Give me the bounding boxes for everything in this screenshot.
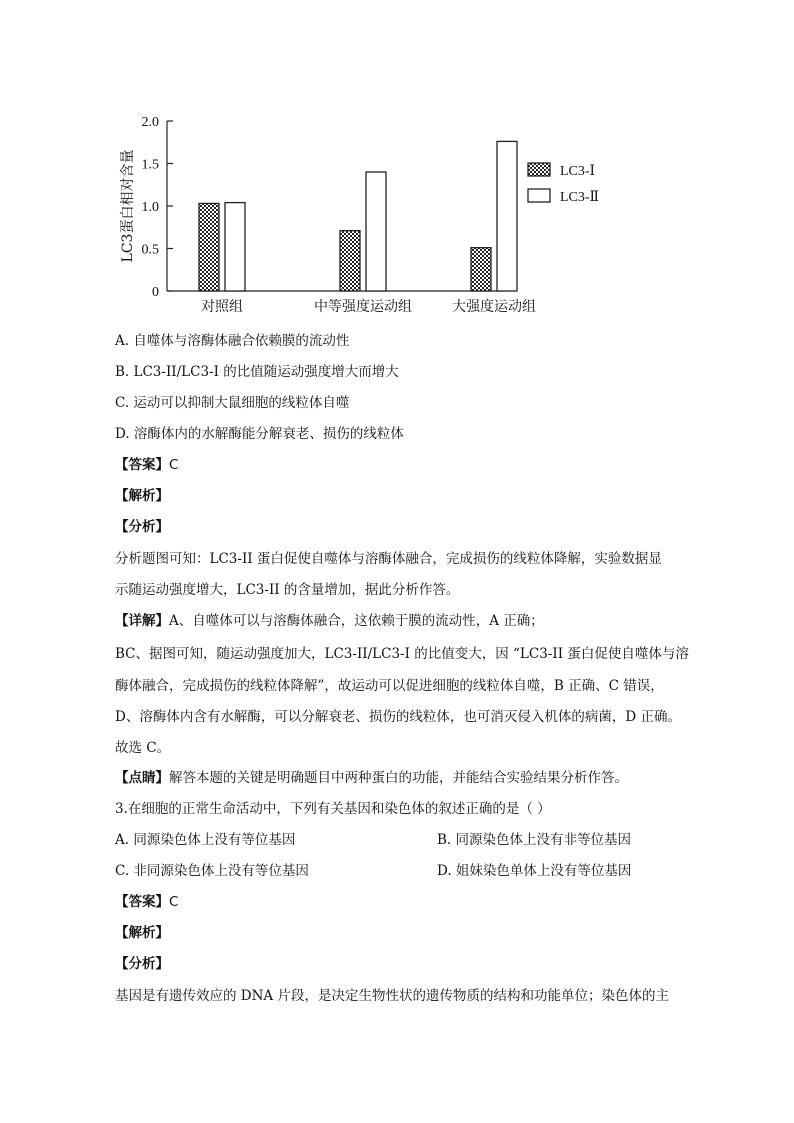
q3-answer: C [169, 894, 179, 910]
x-category-label: 大强度运动组 [452, 299, 536, 315]
y-tick-label: 2.0 [141, 115, 159, 130]
y-tick-label: 0 [152, 285, 159, 300]
q3-fenxi-line1: 基因是有遗传效应的 DNA 片段，是决定生物性状的遗传物质的结构和功能单位；染色体的主 [115, 988, 669, 1004]
q3-answer-line [115, 892, 178, 912]
legend-swatch-2 [528, 189, 550, 202]
q2-answer-tag: 【答案】 [115, 457, 169, 473]
q2-fenxi-tag: 【分析】 [115, 519, 169, 535]
q2-dianjing-row [115, 768, 628, 788]
bar-1-1 [199, 203, 219, 291]
y-tick-label: 1.0 [141, 200, 159, 215]
q3-analysis-tag: 【解析】 [115, 925, 169, 941]
q2-dianjing-tag: 【点睛】 [115, 770, 169, 786]
q2-fenxi-line2: 示随运动强度增大，LC3-II 的含量增加，据此分析作答。 [115, 582, 460, 598]
q2-option-d: D. 溶酶体内的水解酶能分解衰老、损伤的线粒体 [115, 426, 404, 442]
bar-chart [110, 95, 630, 320]
bar-1-3 [471, 248, 491, 291]
q2-option-c: C. 运动可以抑制大鼠细胞的线粒体自噬 [115, 395, 350, 411]
q3-fenxi-tag: 【分析】 [115, 956, 169, 972]
q2-xiangjie-line5: 故选 C。 [115, 740, 171, 756]
q2-answer-line [115, 455, 178, 475]
legend-label-2: LC3-Ⅱ [560, 190, 600, 205]
legend-label-1: LC3-Ⅰ [560, 164, 596, 179]
q3-stem: 3.在细胞的正常生命活动中，下列有关基因和染色体的叙述正确的是（ ） [115, 801, 551, 817]
y-tick-label: 1.5 [141, 157, 159, 173]
y-axis-label: LC3蛋白相对含量 [120, 149, 136, 263]
q3-answer-tag: 【答案】 [115, 894, 169, 910]
x-category-label: 对照组 [201, 299, 243, 315]
q2-xiangjie-tag: 【详解】 [115, 613, 169, 629]
bar-1-2 [340, 231, 360, 291]
x-category-label: 中等强度运动组 [314, 299, 412, 315]
bar-2-3 [497, 141, 517, 291]
q2-answer: C [169, 457, 179, 473]
q2-fenxi-line1: 分析题图可知：LC3-II 蛋白促使自噬体与溶酶体融合，完成损伤的线粒体降解，实验数据显 [115, 551, 662, 567]
q3-option-d: D. 姐妹染色单体上没有等位基因 [437, 863, 632, 879]
bar-chart-svg [110, 95, 630, 320]
q2-option-a: A. 自噬体与溶酶体融合依赖膜的流动性 [115, 333, 350, 349]
q2-xiangjie-line3: 酶体融合，完成损伤的线粒体降解”，故运动可以促进细胞的线粒体自噬，B 正确、C 错误， [115, 678, 664, 694]
q2-xiangjie-line4: D、溶酶体内含有水解酶，可以分解衰老、损伤的线粒体，也可消灭侵入机体的病菌，D 正确。 [115, 709, 681, 725]
q2-analysis-tag: 【解析】 [115, 488, 169, 504]
q3-option-b: B. 同源染色体上没有非等位基因 [437, 832, 632, 848]
q3-option-a: A. 同源染色体上没有等位基因 [115, 832, 296, 848]
q2-xiangjie-line1: A、自噬体可以与溶酶体融合，这依赖于膜的流动性，A 正确； [169, 613, 544, 629]
q2-dianjing: 解答本题的关键是明确题目中两种蛋白的功能，并能结合实验结果分析作答。 [169, 770, 628, 786]
q2-xiangjie-line2: BC、据图可知，随运动强度加大，LC3-II/LC3-I 的比值变大，因 “LC3-II 蛋白促使自噬体与溶 [115, 646, 689, 662]
legend-swatch-1 [528, 163, 550, 176]
y-tick-label: 0.5 [141, 242, 159, 258]
bar-2-1 [225, 203, 245, 291]
q3-option-c: C. 非同源染色体上没有等位基因 [115, 863, 309, 879]
q2-option-b: B. LC3-II/LC3-I 的比值随运动强度增大而增大 [115, 364, 399, 380]
bar-2-2 [366, 172, 386, 291]
q2-xiangjie-line1-row [115, 611, 544, 631]
